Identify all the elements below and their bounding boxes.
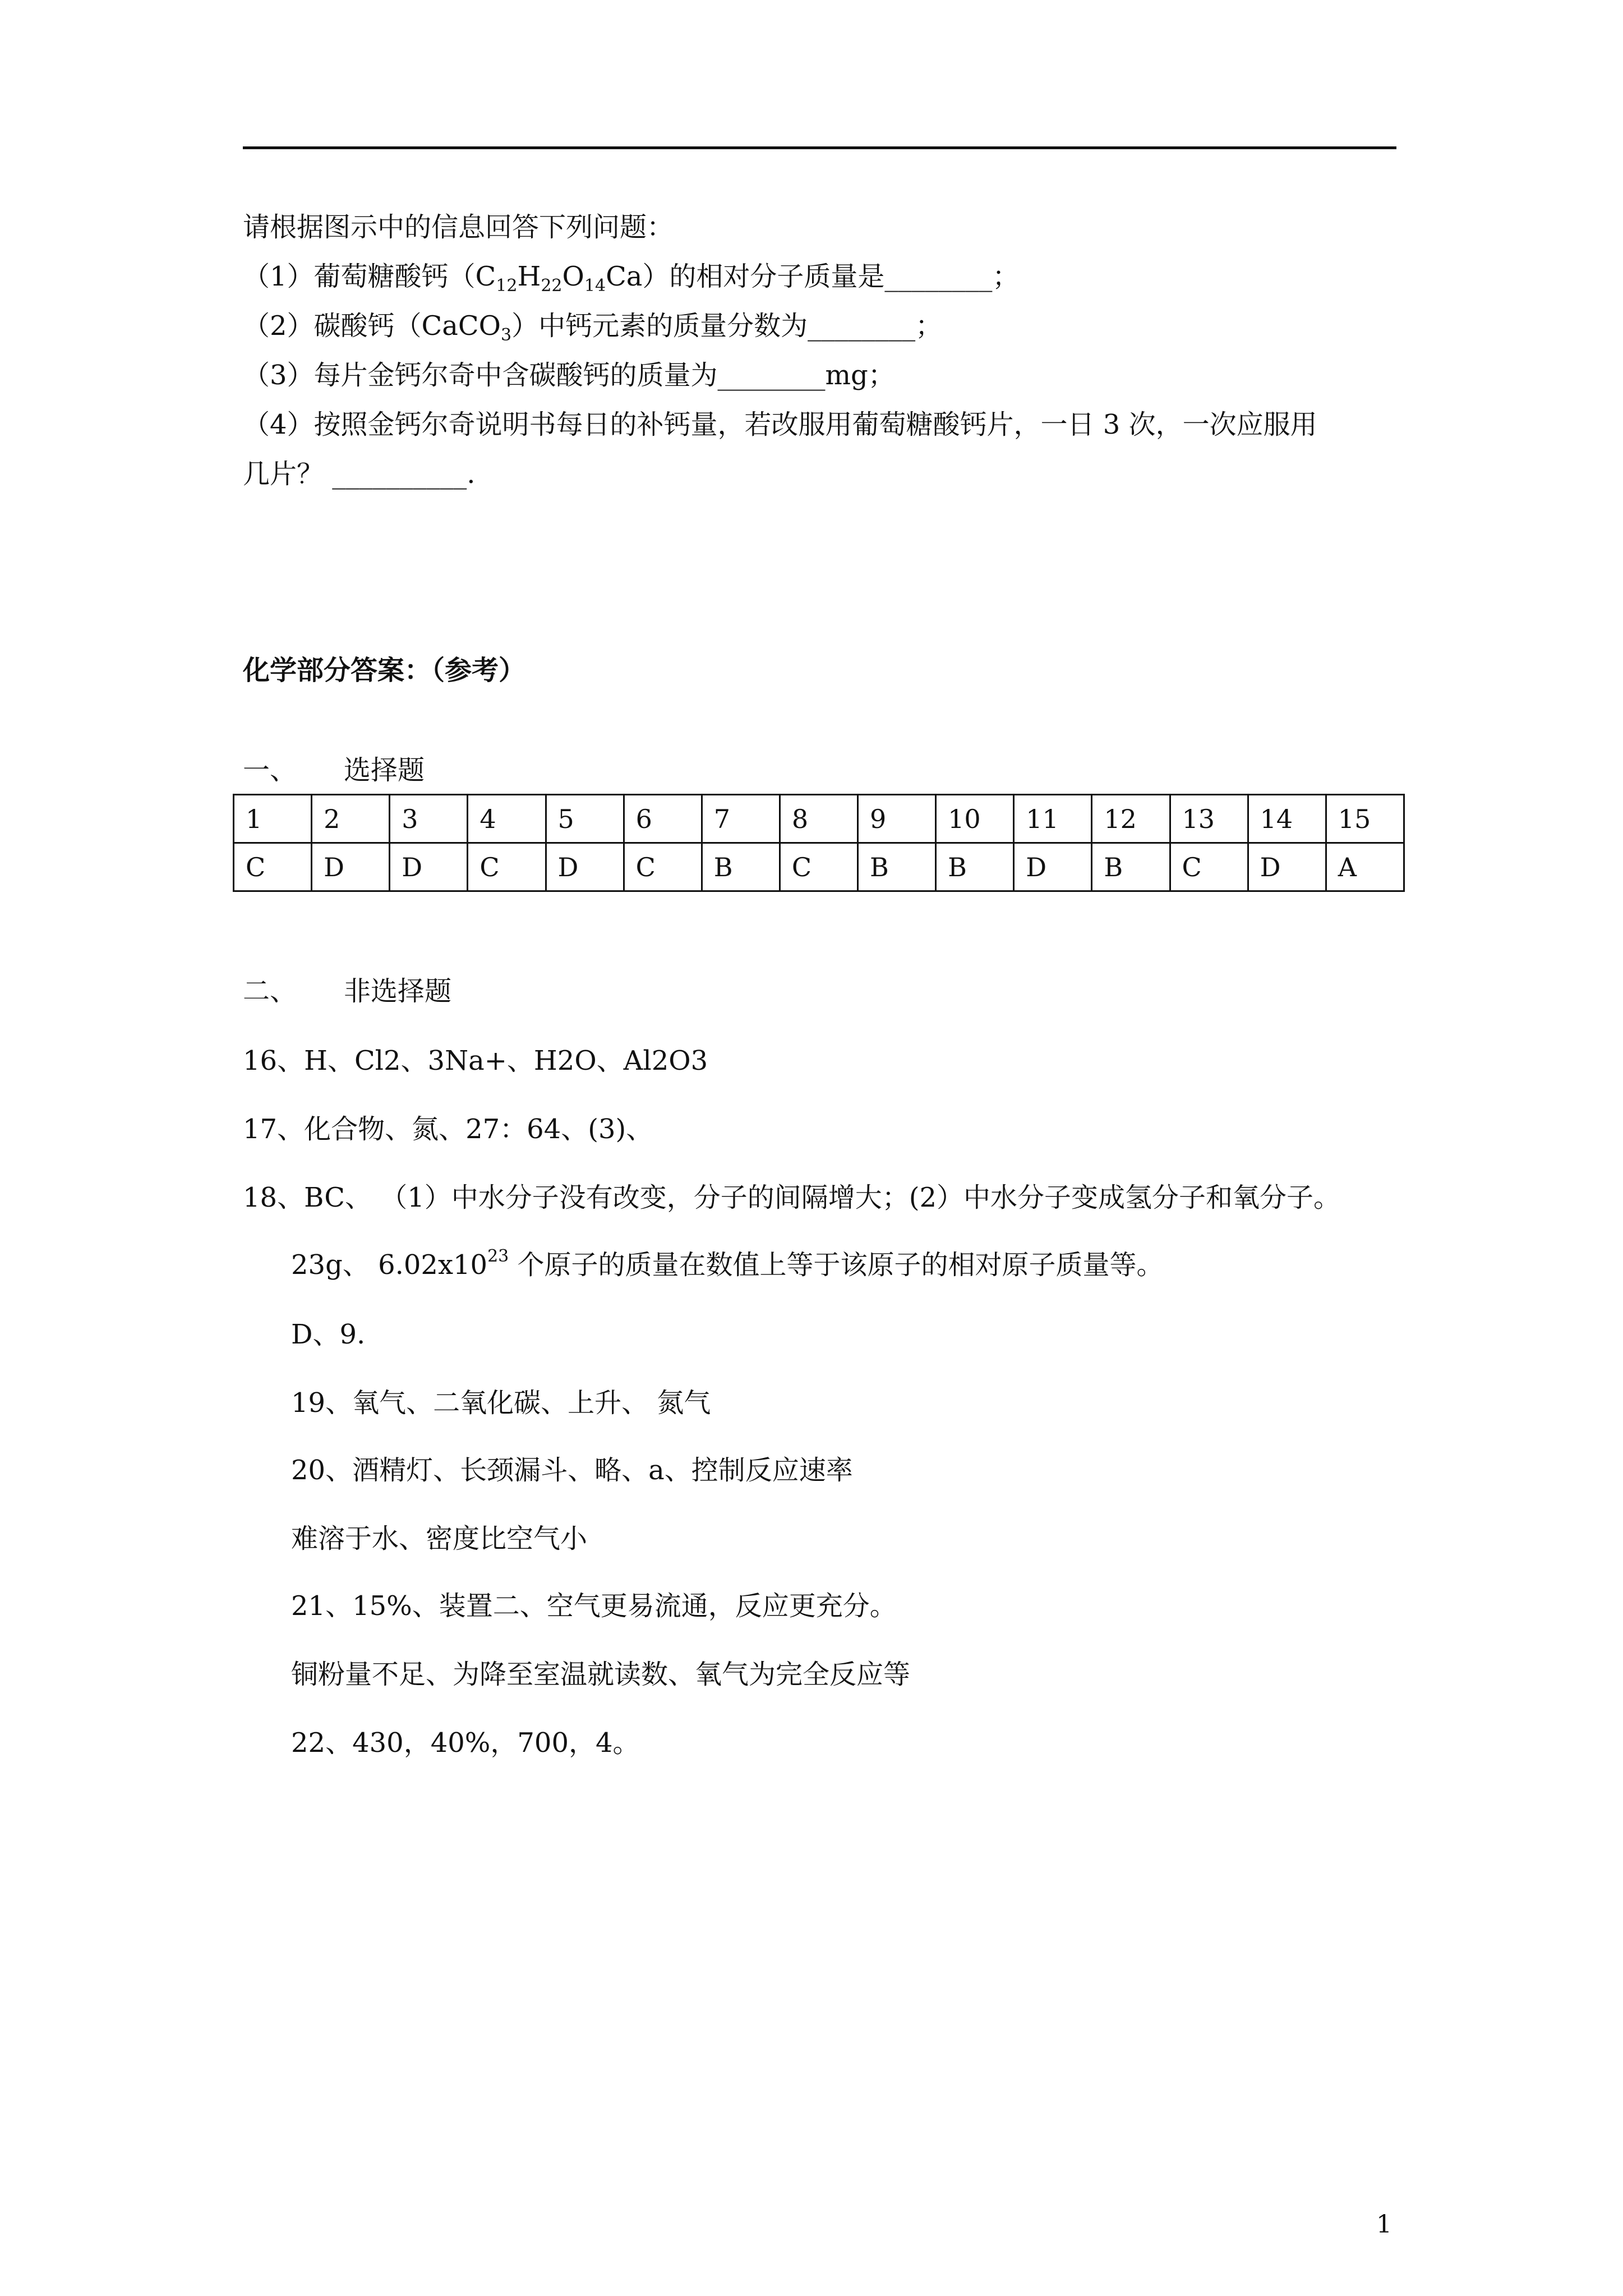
table-cell: D: [1248, 843, 1326, 891]
table-cell: 2: [312, 795, 390, 843]
question-4-line-2: 几片？ __________.: [243, 458, 476, 490]
answer-20: 20、酒精灯、长颈漏斗、略、a、控制反应速率: [291, 1455, 853, 1486]
table-cell: 5: [546, 795, 624, 843]
answer-20-line-2: 难溶于水、密度比空气小: [291, 1523, 588, 1554]
answer-16: 16、H、Cl2、3Na+、H2O、Al2O3: [243, 1045, 708, 1076]
table-cell: 13: [1170, 795, 1248, 843]
answer-table: [233, 794, 1405, 892]
table-cell: C: [468, 843, 546, 891]
header-rule: [243, 146, 1396, 149]
answer-18-line-3: D、9.: [291, 1319, 366, 1350]
answer-18: 18、BC、 （1）中水分子没有改变，分子的间隔增大；(2）中水分子变成氢分子和氧分子。: [243, 1182, 1341, 1213]
table-cell: 15: [1326, 795, 1404, 843]
table-cell: D: [390, 843, 468, 891]
table-cell: 6: [624, 795, 702, 843]
table-cell: C: [624, 843, 702, 891]
answers-title: 化学部分答案：（参考）: [243, 655, 526, 686]
section-1-heading: [243, 751, 425, 790]
table-cell: B: [936, 843, 1014, 891]
section-2-number: 二、: [243, 976, 297, 1007]
table-cell: A: [1326, 843, 1404, 891]
answer-17: 17、化合物、氮、27：64、(3)、: [243, 1114, 653, 1145]
table-cell: D: [546, 843, 624, 891]
question-3: （3）每片金钙尔奇中含碳酸钙的质量为________mg；: [243, 360, 895, 391]
table-cell: D: [1014, 843, 1092, 891]
table-cell: 4: [468, 795, 546, 843]
table-cell: 1: [234, 795, 312, 843]
table-row-numbers: [234, 795, 1404, 843]
question-1: （1）葡萄糖酸钙$(C_{12}H_{22}O_{14}Ca)$的相对分子质量是________；: [243, 261, 1020, 296]
section-1-label: 选择题: [344, 754, 425, 786]
table-cell: 8: [780, 795, 857, 843]
section-2-heading: [243, 972, 451, 1011]
table-cell: 3: [390, 795, 468, 843]
table-row-choices: [234, 843, 1404, 891]
table-cell: C: [234, 843, 312, 891]
answer-18-line-2: 23g、 $6.02x10^{23}$ 个原子的质量在数值上等于该原子的相对原子质量等。: [291, 1246, 1164, 1281]
page-number: 1: [1376, 2210, 1392, 2239]
answer-22: 22、430，40%，700，4。: [291, 1727, 640, 1759]
table-cell: D: [312, 843, 390, 891]
question-4-line-1: （4）按照金钙尔奇说明书每日的补钙量，若改服用葡萄糖酸钙片，一日 3 次，一次应服用: [243, 409, 1317, 440]
table-cell: B: [702, 843, 780, 891]
answer-21-line-2: 铜粉量不足、为降至室温就读数、氧气为完全反应等: [291, 1659, 911, 1690]
table-cell: 14: [1248, 795, 1326, 843]
answer-21: 21、15%、装置二、空气更易流通，反应更充分。: [291, 1590, 897, 1622]
table-cell: 11: [1014, 795, 1092, 843]
table-cell: C: [1170, 843, 1248, 891]
table-cell: 10: [936, 795, 1014, 843]
section-1-number: 一、: [243, 754, 297, 786]
table-cell: 7: [702, 795, 780, 843]
questions-intro: 请根据图示中的信息回答下列问题：: [243, 211, 674, 243]
question-2: （2）碳酸钙（CaCO$_3$）中钙元素的质量分数为________；: [243, 310, 943, 345]
answer-19: 19、氧气、二氧化碳、上升、 氮气: [291, 1387, 711, 1419]
section-2-label: 非选择题: [344, 976, 452, 1007]
table-cell: C: [780, 843, 857, 891]
table-cell: 12: [1092, 795, 1170, 843]
table-cell: 9: [858, 795, 936, 843]
table-cell: B: [858, 843, 936, 891]
table-cell: B: [1092, 843, 1170, 891]
